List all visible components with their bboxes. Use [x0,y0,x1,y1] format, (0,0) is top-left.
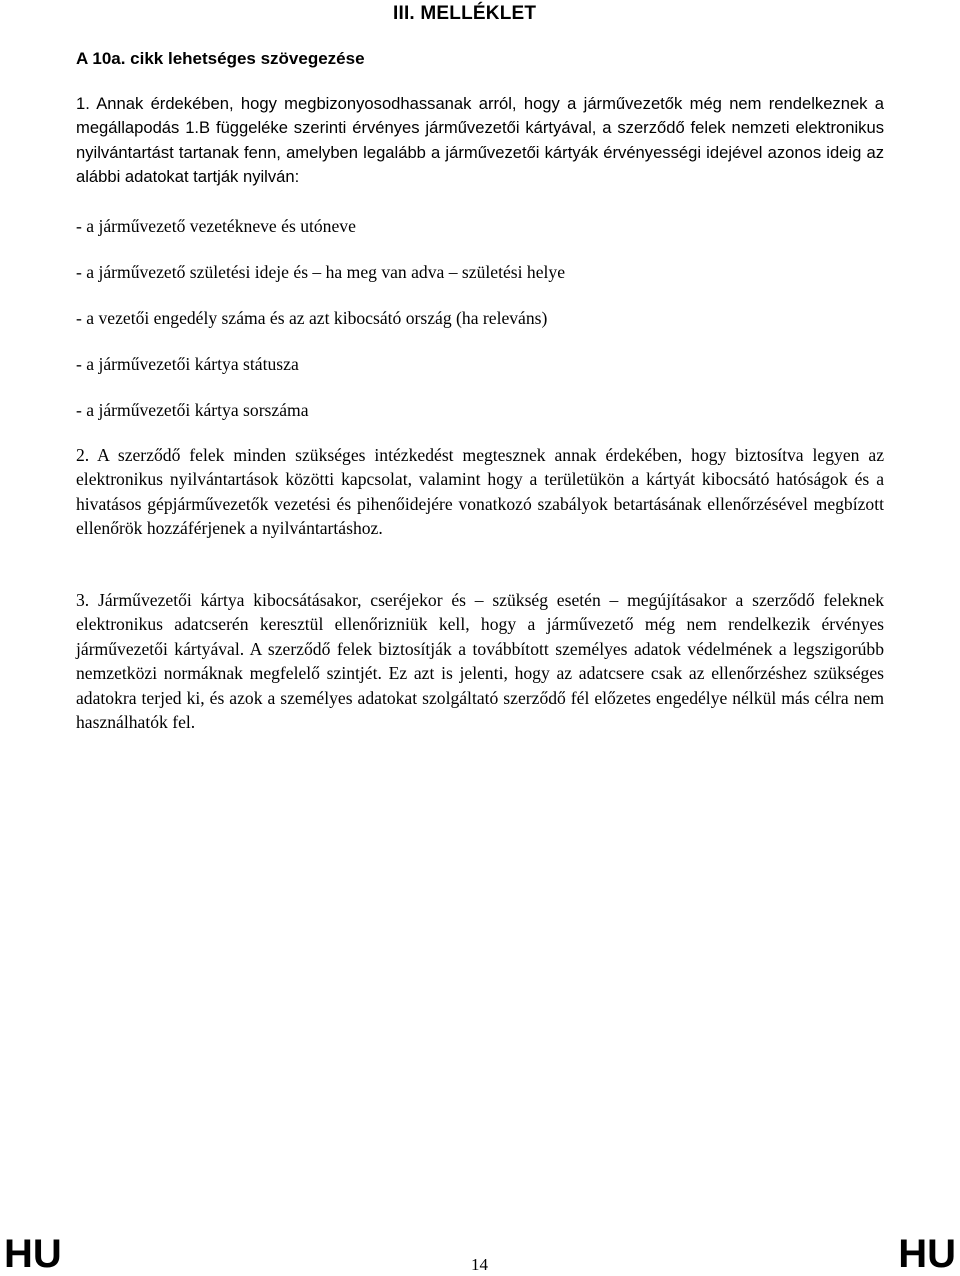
paragraph-2: 2. A szerződő felek minden szükséges intézkedést megtesznek annak érdekében, hogy biztosítva legyen az elektronikus nyilvántartások közötti kapcsolat, valamint hogy a területükön a kártyát kibocsátó hatóságok és a hivatásos gépjárművezetők vezetési és pihenőidejére vonatkozó szabályok betartásának ellenőrzésével megbízott ellenőrök hozzáférjenek a nyilvántartáshoz. [76,445,884,539]
list-item: - a járművezetői kártya státusza [76,354,299,374]
article-heading: A 10a. cikk lehetséges szövegezése [76,49,365,68]
paragraph-1: 1. Annak érdekében, hogy megbizonyosodhassanak arról, hogy a járművezetők még nem rendelkeznek a megállapodás 1.B függeléke szerinti érvényes járművezetői kártyával, a szerződő felek nemzeti elektronikus nyilvántartást tartanak fenn, amelyben legalább a járművezetői kártyák érvényességi idejével azonos ideig az alábbi adatokat tartják nyilván: [76,94,884,187]
footer-language-left: HU [4,1232,62,1276]
list-item: - a járművezető születési ideje és – ha meg van adva – születési helye [76,262,566,282]
paragraph-3: 3. Járművezetői kártya kibocsátásakor, cseréjekor és – szükség esetén – megújításakor a szerződő feleknek elektronikus adatcserén keresztül ellenőrizniük kell, hogy a járművezető még nem rendelkezik érvényes járművezetői kártyával. A szerződő felek biztosítják a továbbított személyes adatok védelmének a legszigorúbb nemzetközi normáknak megfelelő szintjét. Ez azt is jelenti, hogy az adatcsere csak az ellenőrzéshez szükséges adatokra terjed ki, és azok a személyes adatokat szolgáltató szerződő fél előzetes engedélye nélkül más célra nem használhatók fel. [76,590,884,733]
page-number: 14 [471,1255,488,1274]
list-item: - a járművezető vezetékneve és utóneve [76,216,356,236]
list-item: - a járművezetői kártya sorszáma [76,400,309,420]
footer-language-right: HU [898,1232,956,1276]
annex-title: III. MELLÉKLET [393,3,537,24]
list-item: - a vezetői engedély száma és az azt kibocsátó ország (ha releváns) [76,308,548,328]
